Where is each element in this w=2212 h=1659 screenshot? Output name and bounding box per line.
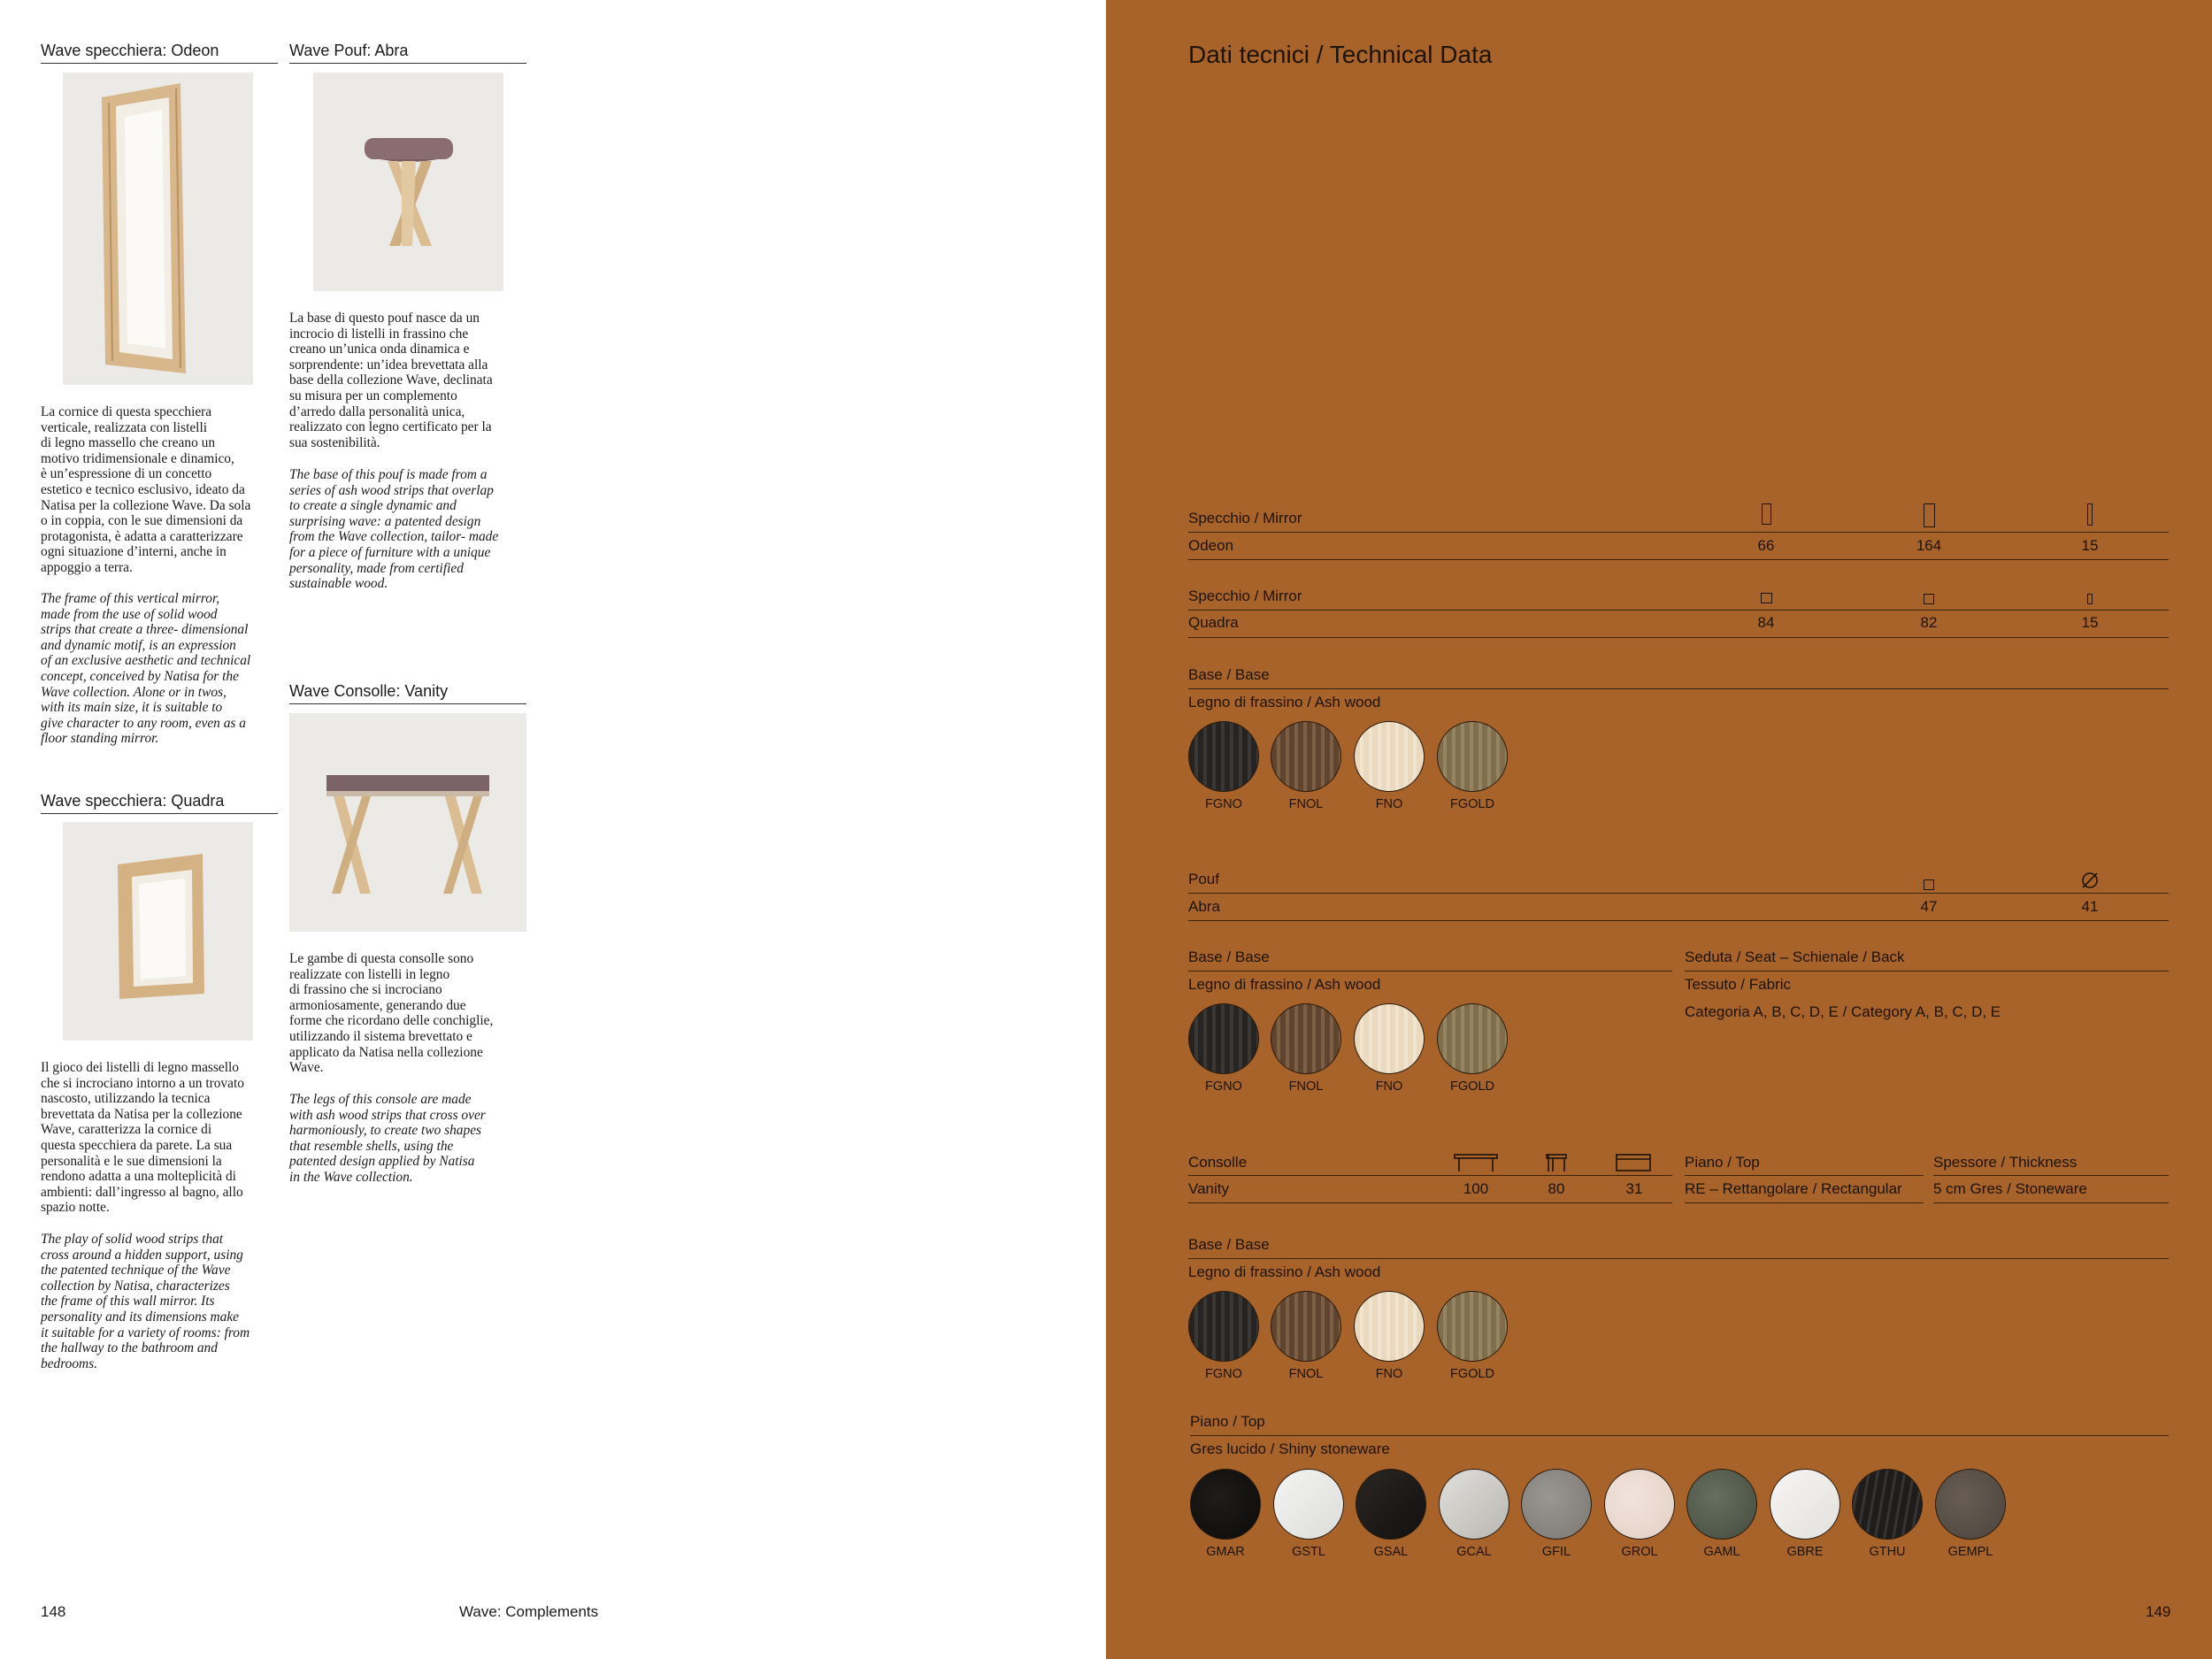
divider <box>1190 1435 2169 1436</box>
swatch-fgold <box>1437 721 1508 792</box>
vanity-top-label: Piano / Top <box>1685 1154 1760 1171</box>
quadra-label: Specchio / Mirror <box>1188 588 1302 604</box>
abra-heading: Wave Pouf: Abra <box>289 42 526 64</box>
mirror-base-label: Base / Base <box>1188 666 1270 683</box>
vanity-top-value: RE – Rettangolare / Rectangular <box>1685 1180 1902 1197</box>
swatch-label: FGOLD <box>1450 1079 1494 1094</box>
abra-text-it: La base di questo pouf nasce da un incrocio di listelli in frassino che creano un’unica onda dinamica e sorprendente: un’idea brevettata alla base della collezione Wave, declinata su misura per un complemento d’arredo dalla personalità unica, realizzato con legno certificato per la sua sostenibilità. <box>289 311 493 450</box>
divider <box>1188 1202 1672 1203</box>
swatch-label: GCAL <box>1456 1545 1492 1559</box>
odeon-text-it: La cornice di questa specchiera verticale, realizzata con listelli di legno massello che creano un motivo tridimensionale e dinamico, è un’espressione di un concetto estetico e tecnico esclusivo, ideato da Natisa per la collezione Wave. Da sola o in coppia, con le sue dimensioni da protagonista, è adatta a caratterizzare ogni situazione d’interni, anche in appoggio a terra. <box>41 404 251 575</box>
width-icon <box>1762 503 1771 525</box>
quadra-heading: Wave specchiera: Quadra <box>41 792 278 814</box>
quadra-width: 84 <box>1757 614 1775 631</box>
swatch-label: GTHU <box>1869 1545 1906 1559</box>
height-icon <box>1924 594 1934 604</box>
diameter-icon <box>2080 871 2100 890</box>
abra-diameter: 41 <box>2081 898 2099 915</box>
swatch-fgno <box>1188 1291 1259 1362</box>
divider <box>1685 1175 1924 1176</box>
abra-label: Pouf <box>1188 871 1219 887</box>
quadra-photo <box>63 822 253 1041</box>
vanity-base-material: Legno di frassino / Ash wood <box>1188 1263 1381 1280</box>
swatch-fgno <box>1188 721 1259 792</box>
swatch-gfil <box>1521 1469 1592 1540</box>
vanity-top-material-label: Piano / Top <box>1190 1413 1265 1430</box>
odeon-depth: 15 <box>2081 537 2099 554</box>
depth-icon <box>2087 503 2093 526</box>
divider <box>1933 1175 2169 1176</box>
swatch-label: FNO <box>1375 797 1403 811</box>
vanity-name: Vanity <box>1188 1180 1229 1197</box>
swatch-label: FGOLD <box>1450 797 1494 811</box>
divider <box>1188 610 2169 611</box>
quadra-text-en: The play of solid wood strips that cross around a hidden support, using the patented technique of the Wave collection by Natisa, characterizes the frame of this wall mirror. Its personality and its dimensions make it suitable for a variety of rooms: from the hallway to the bathroom and bedrooms. <box>41 1232 250 1371</box>
swatch-gsal <box>1356 1469 1426 1540</box>
divider <box>1685 1202 1924 1203</box>
swatch-fgold <box>1437 1291 1508 1362</box>
divider <box>1188 920 2169 921</box>
swatch-label: FGNO <box>1205 1367 1242 1381</box>
swatch-gstl <box>1273 1469 1344 1540</box>
swatch-label: GSAL <box>1373 1545 1409 1559</box>
odeon-heading: Wave specchiera: Odeon <box>41 42 278 64</box>
divider <box>1188 688 2169 689</box>
abra-seat-fabric: Tessuto / Fabric <box>1685 976 1791 993</box>
vanity-base-label: Base / Base <box>1188 1236 1270 1253</box>
abra-seat-category: Categoria A, B, C, D, E / Category A, B, C, D, E <box>1685 1003 2001 1020</box>
swatch-fno <box>1354 1291 1425 1362</box>
odeon-width: 66 <box>1757 537 1775 554</box>
table-height-icon <box>1546 1153 1567 1172</box>
vanity-thickness-value: 5 cm Gres / Stoneware <box>1933 1180 2087 1197</box>
swatch-gempl <box>1935 1469 2006 1540</box>
vanity-photo <box>289 713 526 932</box>
swatch-label: FGNO <box>1205 797 1242 811</box>
abra-base-label: Base / Base <box>1188 949 1270 965</box>
swatch-gbre <box>1770 1469 1840 1540</box>
abra-photo <box>313 73 503 291</box>
page-number-left: 148 <box>41 1603 66 1620</box>
swatch-grol <box>1604 1469 1675 1540</box>
vanity-width: 100 <box>1463 1180 1489 1197</box>
odeon-name: Odeon <box>1188 537 1234 554</box>
abra-width: 47 <box>1920 898 1938 915</box>
swatch-fnol <box>1271 1291 1341 1362</box>
abra-name: Abra <box>1188 898 1220 915</box>
swatch-fno <box>1354 721 1425 792</box>
swatch-label: GMAR <box>1206 1545 1245 1559</box>
swatch-label: FNOL <box>1288 797 1324 811</box>
depth-icon <box>2087 594 2093 604</box>
swatch-label: FGOLD <box>1450 1367 1494 1381</box>
table-width-icon <box>1454 1153 1498 1172</box>
swatch-fnol <box>1271 1003 1341 1074</box>
footer-title: Wave: Complements <box>459 1603 599 1620</box>
quadra-depth: 15 <box>2081 614 2099 631</box>
odeon-label: Specchio / Mirror <box>1188 510 1302 526</box>
divider <box>1188 637 2169 638</box>
divider <box>1188 1258 2169 1259</box>
vanity-top-material: Gres lucido / Shiny stoneware <box>1190 1440 1390 1457</box>
swatch-fno <box>1354 1003 1425 1074</box>
swatch-fgno <box>1188 1003 1259 1074</box>
swatch-label: GROL <box>1621 1545 1658 1559</box>
swatch-label: GAML <box>1703 1545 1740 1559</box>
vanity-label: Consolle <box>1188 1154 1248 1171</box>
swatch-label: GFIL <box>1541 1545 1571 1559</box>
swatch-label: FNOL <box>1288 1367 1324 1381</box>
right-page <box>1106 0 2212 1659</box>
abra-seat-label: Seduta / Seat – Schienale / Back <box>1685 949 1905 965</box>
height-icon <box>1924 503 1935 527</box>
divider <box>1685 971 2169 972</box>
divider <box>1188 1175 1672 1176</box>
swatch-label: GEMPL <box>1947 1545 1993 1559</box>
swatch-label: GBRE <box>1786 1545 1824 1559</box>
width-icon <box>1761 593 1772 603</box>
divider <box>1933 1202 2169 1203</box>
odeon-height: 164 <box>1916 537 1942 554</box>
swatch-gmar <box>1190 1469 1261 1540</box>
swatch-fnol <box>1271 721 1341 792</box>
quadra-name: Quadra <box>1188 614 1239 631</box>
swatch-label: FNO <box>1375 1079 1403 1094</box>
abra-base-material: Legno di frassino / Ash wood <box>1188 976 1381 993</box>
mirror-base-material: Legno di frassino / Ash wood <box>1188 694 1381 710</box>
divider <box>1188 559 2169 560</box>
width-icon <box>1924 879 1934 890</box>
swatch-gaml <box>1686 1469 1757 1540</box>
page-title: Dati tecnici / Technical Data <box>1188 41 1493 68</box>
divider <box>1188 532 2169 533</box>
odeon-text-en: The frame of this vertical mirror, made from the use of solid wood strips that create a three- dimensional and dynamic motif, is an expression of an exclusive aesthetic and technical concept, conceived by Natisa for the Wave collection. Alone or in twos, with its main size, it is suitable to give character to any room, even as a floor standing mirror. <box>41 591 251 747</box>
vanity-text-it: Le gambe di questa consolle sono realizzate con listelli in legno di frassino che si incrociano armoniosamente, generando due forme che ricordano delle conchiglie, utilizzando il sistema brevettato e applicato da Natisa nella collezione Wave. <box>289 951 494 1076</box>
divider <box>1188 971 1672 972</box>
swatch-label: FGNO <box>1205 1079 1242 1094</box>
swatch-fgold <box>1437 1003 1508 1074</box>
swatch-label: GSTL <box>1292 1545 1325 1559</box>
page-number-right: 149 <box>2146 1603 2171 1620</box>
divider <box>1188 893 2169 894</box>
vanity-text-en: The legs of this console are made with ash wood strips that cross over harmoniously, to create two shapes that resemble shells, using the patented design applied by Natisa in the Wave collection. <box>289 1092 486 1185</box>
swatch-label: FNO <box>1375 1367 1403 1381</box>
odeon-photo <box>63 73 253 385</box>
swatch-label: FNOL <box>1288 1079 1324 1094</box>
vanity-height: 80 <box>1548 1180 1565 1197</box>
swatch-gthu <box>1852 1469 1923 1540</box>
vanity-heading: Wave Consolle: Vanity <box>289 682 526 704</box>
vanity-thickness-label: Spessore / Thickness <box>1933 1154 2078 1171</box>
vanity-depth: 31 <box>1625 1180 1643 1197</box>
quadra-text-it: Il gioco dei listelli di legno massello che si incrociano intorno a un trovato nascosto, utilizzando la tecnica brevettata da Natisa per la collezione Wave, caratterizza la cornice di questa specchiera da parete. La sua personalità e le sue dimensioni la rendono adatta a una molteplicità di ambienti: dall’ingresso al bagno, allo spazio notte. <box>41 1060 244 1216</box>
abra-text-en: The base of this pouf is made from a series of ash wood strips that overlap to create a single dynamic and surprising wave: a patented design from the Wave collection, tailor- made for a piece of furniture with a unique personality, made from certified sustainable wood. <box>289 467 499 592</box>
table-depth-icon <box>1616 1153 1651 1172</box>
swatch-gcal <box>1439 1469 1509 1540</box>
quadra-height: 82 <box>1920 614 1938 631</box>
